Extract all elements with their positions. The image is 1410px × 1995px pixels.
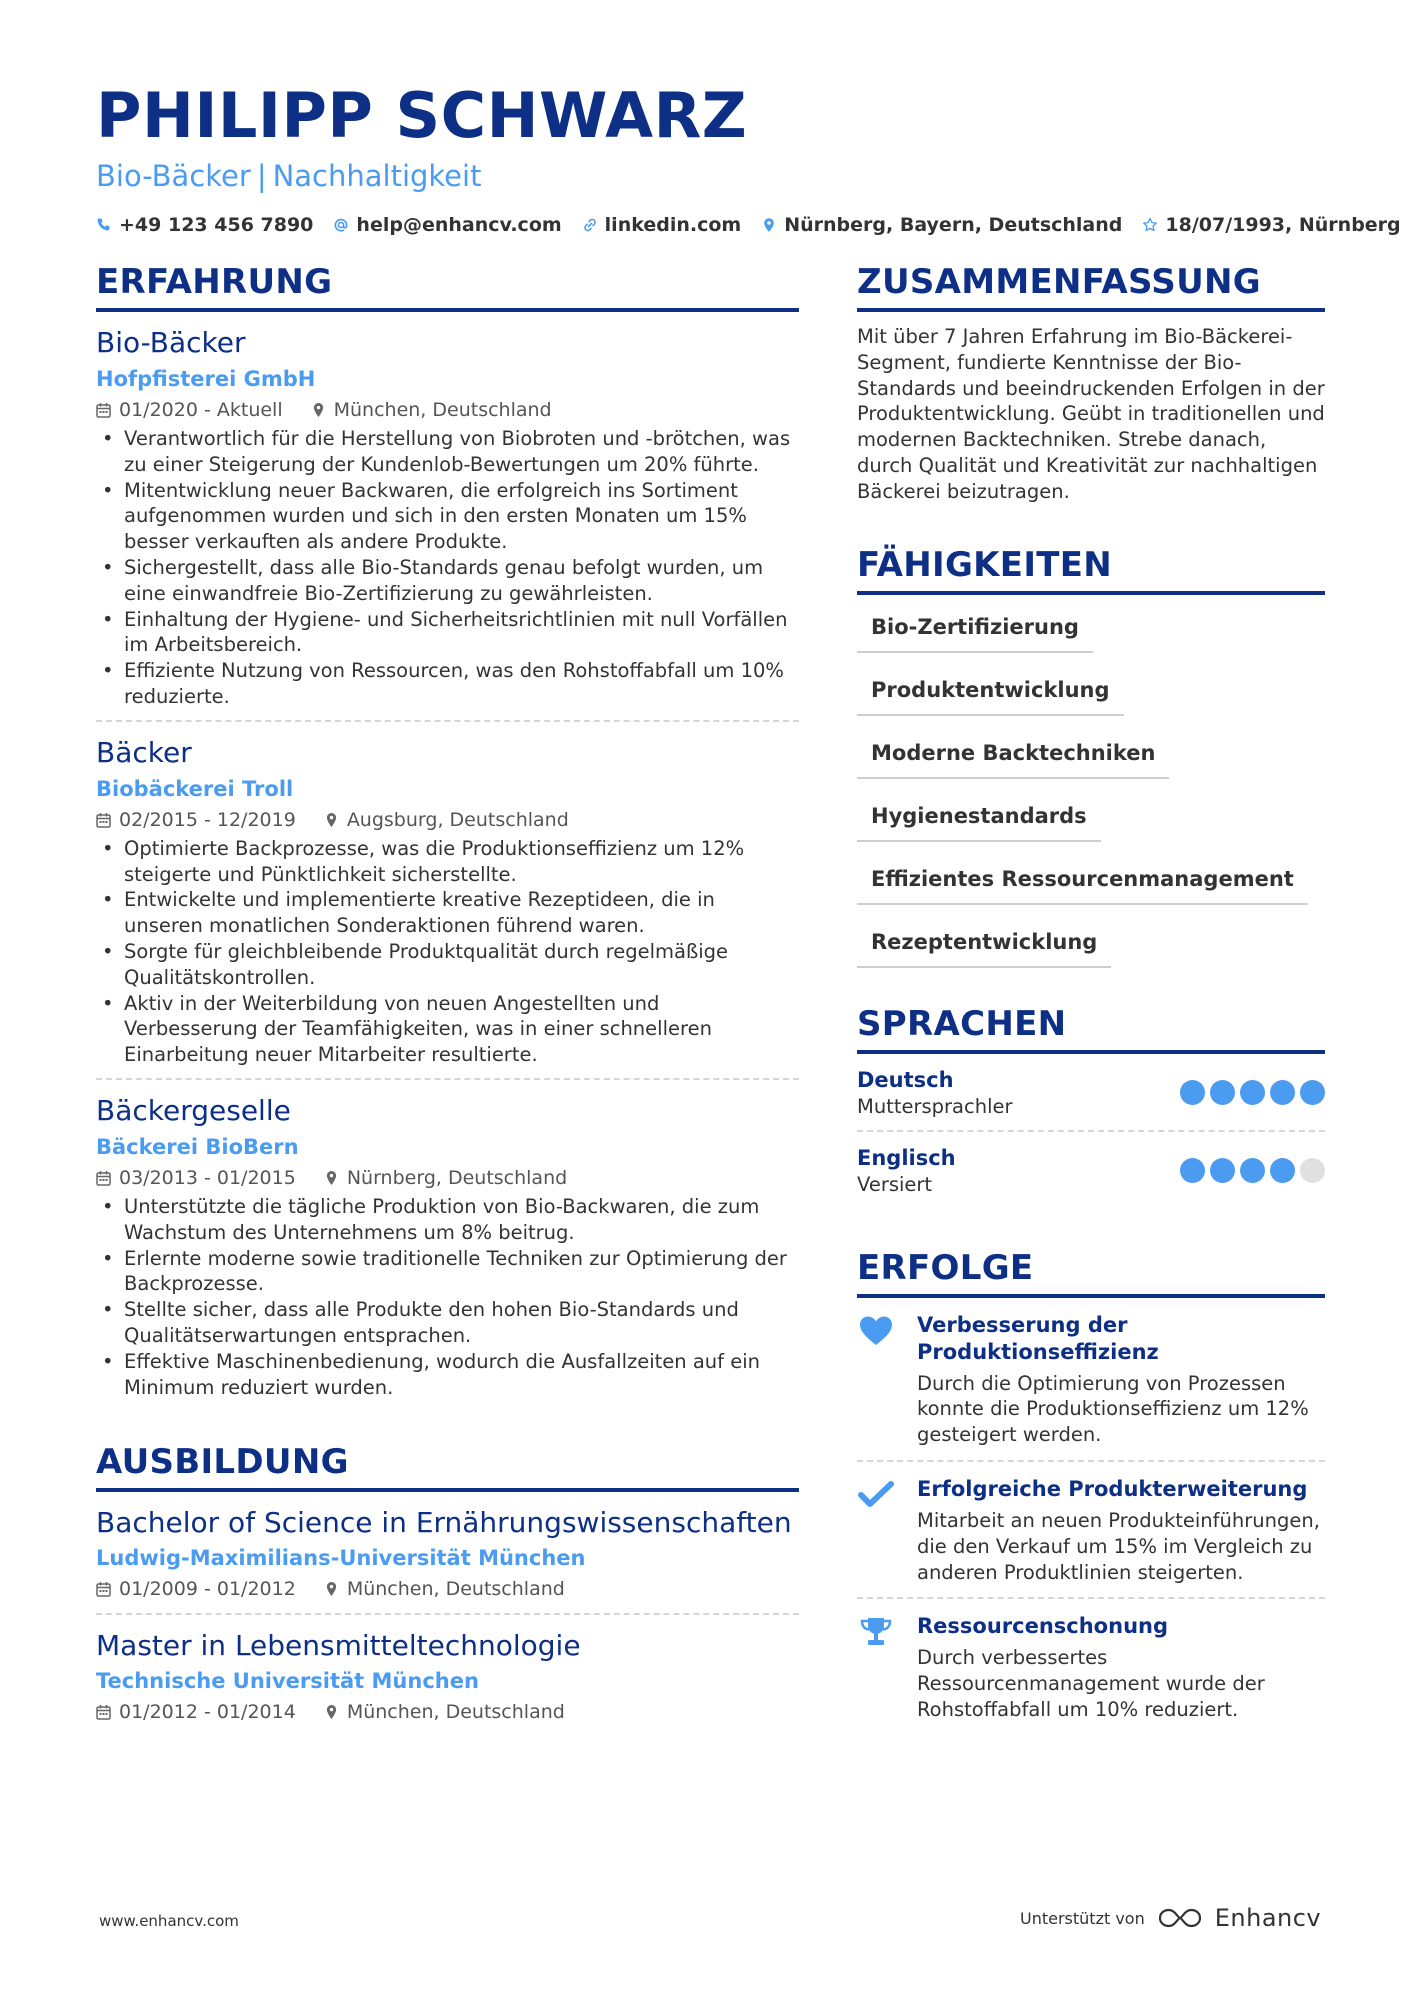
- experience-list: [96, 312, 799, 1410]
- language-entry: [857, 1054, 1325, 1130]
- bullet-item: • Erlernte moderne sowie traditionelle Techniken zur Optimierung der Backprozesse.: [96, 1246, 799, 1298]
- education-degree: Bachelor of Science in Ernährungswissenschaften: [96, 1506, 792, 1540]
- star-icon: [1142, 217, 1158, 233]
- education-dates-text: 01/2009 - 01/2012: [119, 1578, 296, 1601]
- phone-icon: [96, 217, 112, 233]
- job-dates: [96, 396, 283, 424]
- phone-text: +49 123 456 7890: [119, 214, 314, 236]
- achievement-description: Durch die Optimierung von Prozessen konnte die Produktionseffizienz um 12% gesteigert werden.: [917, 1371, 1309, 1447]
- footer-website[interactable]: www.enhancv.com: [99, 1912, 239, 1930]
- languages-section: [857, 1002, 1325, 1208]
- summary-heading: ZUSAMMENFASSUNG: [857, 260, 1325, 312]
- skills-list: [857, 605, 1325, 968]
- calendar-icon: [96, 812, 111, 828]
- education-entry: [96, 1613, 799, 1736]
- calendar-icon: [96, 402, 111, 418]
- language-name: Englisch: [857, 1145, 956, 1170]
- achievement-entry: [857, 1597, 1325, 1734]
- location-text: Nürnberg, Bayern, Deutschland: [784, 214, 1123, 236]
- rating-dot-filled: [1180, 1080, 1205, 1105]
- birth-text: 18/07/1993, Nürnberg: [1165, 214, 1401, 236]
- job-company: Biobäckerei Troll: [96, 776, 294, 801]
- rating-dot-filled: [1210, 1080, 1235, 1105]
- education-section: [96, 1440, 799, 1736]
- contact-bar: [96, 214, 1401, 236]
- bullet-item: • Stellte sicher, dass alle Produkte den hohen Bio-Standards und Qualitätserwartungen entsprachen.: [96, 1297, 799, 1349]
- contact-location: [761, 214, 1122, 236]
- summary-section: [857, 260, 1325, 505]
- language-rating: [1180, 1158, 1325, 1183]
- rating-dot-filled: [1270, 1080, 1295, 1105]
- skill-tag: Hygienestandards: [857, 794, 1101, 842]
- skill-tag: Rezeptentwicklung: [857, 920, 1111, 968]
- job-bullets: [96, 836, 799, 1068]
- bullet-item: • Mitentwicklung neuer Backwaren, die erfolgreich ins Sortiment aufgenommen wurden und sich in den ersten Monaten um 15% besser verkauften als andere Produkte.: [96, 478, 799, 555]
- enhancv-logo-icon: [1157, 1906, 1203, 1930]
- contact-linkedin[interactable]: [582, 214, 742, 236]
- job-bullets: [96, 1194, 799, 1400]
- education-dates: [96, 1575, 296, 1603]
- language-level: Versiert: [857, 1172, 933, 1196]
- job-dates-text: 03/2013 - 01/2015: [119, 1166, 296, 1189]
- summary-text: Mit über 7 Jahren Erfahrung im Bio-Bäckerei-Segment, fundierte Kenntnisse der Bio-Standards und beeindruckenden Erfolgen in der Produktentwicklung. Geübt in traditionellen und modernen Backtechniken. Strebe danach, durch Qualität und Kreativität zur nachhaltigen Bäckerei beizutragen.: [857, 325, 1325, 503]
- rating-dot-filled: [1240, 1158, 1265, 1183]
- job-location: [324, 806, 569, 834]
- education-location-text: München, Deutschland: [346, 1701, 565, 1724]
- achievement-entry: [857, 1460, 1325, 1597]
- skills-heading: FÄHIGKEITEN: [857, 543, 1325, 595]
- education-school: Technische Universität München: [96, 1669, 479, 1694]
- education-heading: AUSBILDUNG: [96, 1440, 799, 1492]
- bullet-item: • Aktiv in der Weiterbildung von neuen Angestellten und Verbesserung der Teamfähigkeiten, was in einer schnelleren Einarbeitung neuer Mitarbeiter resultierte.: [96, 991, 799, 1068]
- language-level: Muttersprachler: [857, 1094, 1013, 1118]
- skills-section: [857, 543, 1325, 968]
- languages-heading: SPRACHEN: [857, 1002, 1325, 1054]
- calendar-icon: [96, 1704, 111, 1720]
- map-pin-icon: [324, 1581, 339, 1597]
- title-separator: |: [256, 159, 267, 193]
- education-meta: [96, 1575, 799, 1603]
- candidate-title: [96, 156, 1326, 196]
- job-dates: [96, 806, 296, 834]
- contact-birth: [1142, 214, 1400, 236]
- education-meta: [96, 1698, 799, 1726]
- job-location-text: Nürnberg, Deutschland: [346, 1166, 568, 1189]
- skill-tag: Moderne Backtechniken: [857, 731, 1169, 779]
- job-dates-text: 02/2015 - 12/2019: [119, 808, 296, 831]
- education-entry: [96, 1492, 799, 1613]
- linkedin-text: linkedin.com: [604, 214, 742, 236]
- map-pin-icon: [761, 217, 777, 233]
- title-part-2: Nachhaltigkeit: [272, 159, 482, 193]
- job-entry: [96, 720, 799, 1078]
- achievement-entry: [857, 1298, 1325, 1460]
- education-location: [324, 1698, 565, 1726]
- job-company: Hofpfisterei GmbH: [96, 367, 316, 391]
- bullet-item: • Sorgte für gleichbleibende Produktqualität durch regelmäßige Qualitätskontrollen.: [96, 939, 799, 991]
- job-entry: [96, 1078, 799, 1410]
- bullet-item: • Sichergestellt, dass alle Bio-Standards genau befolgt wurden, um eine einwandfreie Bio-Zertifizierung zu gewährleisten.: [96, 555, 799, 607]
- job-role: Bäcker: [96, 735, 192, 769]
- resume-header: [96, 78, 1401, 236]
- job-dates: [96, 1164, 296, 1192]
- rating-dot-filled: [1300, 1080, 1325, 1105]
- rating-dot-empty: [1300, 1158, 1325, 1183]
- education-school: Ludwig-Maximilians-Universität München: [96, 1546, 586, 1571]
- trophy-icon: [857, 1613, 895, 1722]
- achievement-description: Durch verbessertes Ressourcenmanagement wurde der Rohstoffabfall um 10% reduziert.: [917, 1646, 1265, 1721]
- achievements-heading: ERFOLGE: [857, 1246, 1325, 1298]
- map-pin-icon: [324, 1704, 339, 1720]
- contact-phone[interactable]: [96, 214, 313, 236]
- bullet-item: • Verantwortlich für die Herstellung von Biobroten und -brötchen, was zu einer Steigerung der Kundenlob-Bewertungen um 20% führte.: [96, 426, 799, 478]
- calendar-icon: [96, 1581, 111, 1597]
- job-meta: [96, 1164, 799, 1192]
- achievements-section: [857, 1246, 1325, 1735]
- skill-tag: Effizientes Ressourcenmanagement: [857, 857, 1308, 905]
- education-dates-text: 01/2012 - 01/2014: [119, 1701, 296, 1724]
- language-entry: [857, 1130, 1325, 1208]
- job-location-text: Augsburg, Deutschland: [346, 808, 569, 831]
- bullet-item: • Entwickelte und implementierte kreative Rezeptideen, die in unseren monatlichen Sonderaktionen führend waren.: [96, 887, 799, 939]
- map-pin-icon: [324, 1170, 339, 1186]
- right-column: [857, 260, 1325, 1735]
- achievement-title: Ressourcenschonung: [917, 1614, 1168, 1639]
- map-pin-icon: [324, 812, 339, 828]
- heart-icon: [857, 1312, 895, 1448]
- rating-dot-filled: [1180, 1158, 1205, 1183]
- education-location: [324, 1575, 565, 1603]
- skill-tag: Produktentwicklung: [857, 668, 1124, 716]
- job-role: Bäckergeselle: [96, 1093, 291, 1127]
- achievement-title: Erfolgreiche Produkterweiterung: [917, 1476, 1308, 1501]
- left-column: [96, 260, 799, 1736]
- job-meta: [96, 396, 799, 424]
- job-company: Bäckerei BioBern: [96, 1134, 299, 1159]
- job-location: [311, 396, 552, 424]
- email-text: help@enhancv.com: [356, 214, 562, 236]
- job-location: [324, 1164, 567, 1192]
- title-part-1: Bio-Bäcker: [96, 159, 251, 193]
- job-meta: [96, 806, 799, 834]
- map-pin-icon: [311, 402, 326, 418]
- education-dates: [96, 1698, 296, 1726]
- achievement-description: Mitarbeit an neuen Produkteinführungen, die den Verkauf um 15% im Vergleich zu anderen Produktlinien steigerten.: [917, 1508, 1320, 1584]
- calendar-icon: [96, 1170, 111, 1186]
- education-degree: Master in Lebensmitteltechnologie: [96, 1629, 581, 1663]
- rating-dot-filled: [1210, 1158, 1235, 1183]
- achievement-title: Verbesserung der Produktionseffizienz: [917, 1312, 1159, 1364]
- powered-by-label: Unterstützt von: [1020, 1908, 1145, 1928]
- bullet-item: • Effektive Maschinenbedienung, wodurch die Ausfallzeiten auf ein Minimum reduziert wurden.: [96, 1349, 799, 1401]
- job-bullets: [96, 426, 799, 710]
- candidate-name: PHILIPP SCHWARZ: [96, 79, 748, 152]
- job-location-text: München, Deutschland: [333, 399, 552, 421]
- rating-dot-filled: [1270, 1158, 1295, 1183]
- language-name: Deutsch: [857, 1067, 954, 1092]
- footer-branding[interactable]: [1020, 1904, 1321, 1932]
- language-rating: [1180, 1080, 1325, 1105]
- link-icon: [582, 217, 598, 233]
- contact-email[interactable]: [333, 214, 561, 236]
- rating-dot-filled: [1240, 1080, 1265, 1105]
- brand-name: Enhancv: [1214, 1904, 1322, 1932]
- job-role: Bio-Bäcker: [96, 326, 246, 359]
- job-dates-text: 01/2020 - Aktuell: [119, 399, 283, 421]
- bullet-item: • Effiziente Nutzung von Ressourcen, was den Rohstoffabfall um 10% reduzierte.: [96, 658, 799, 710]
- bullet-item: • Optimierte Backprozesse, was die Produktionseffizienz um 12% steigerte und Pünktlichkeit sicherstellte.: [96, 836, 799, 888]
- job-entry: [96, 312, 799, 720]
- experience-heading: ERFAHRUNG: [96, 260, 799, 312]
- bullet-item: • Unterstützte die tägliche Produktion von Bio-Backwaren, die zum Wachstum des Unternehmens um 8% beitrug.: [96, 1194, 799, 1246]
- education-location-text: München, Deutschland: [346, 1578, 565, 1601]
- check-icon: [857, 1476, 895, 1585]
- at-icon: [333, 217, 349, 233]
- skill-tag: Bio-Zertifizierung: [857, 605, 1093, 653]
- bullet-item: • Einhaltung der Hygiene- und Sicherheitsrichtlinien mit null Vorfällen im Arbeitsbereich.: [96, 607, 799, 659]
